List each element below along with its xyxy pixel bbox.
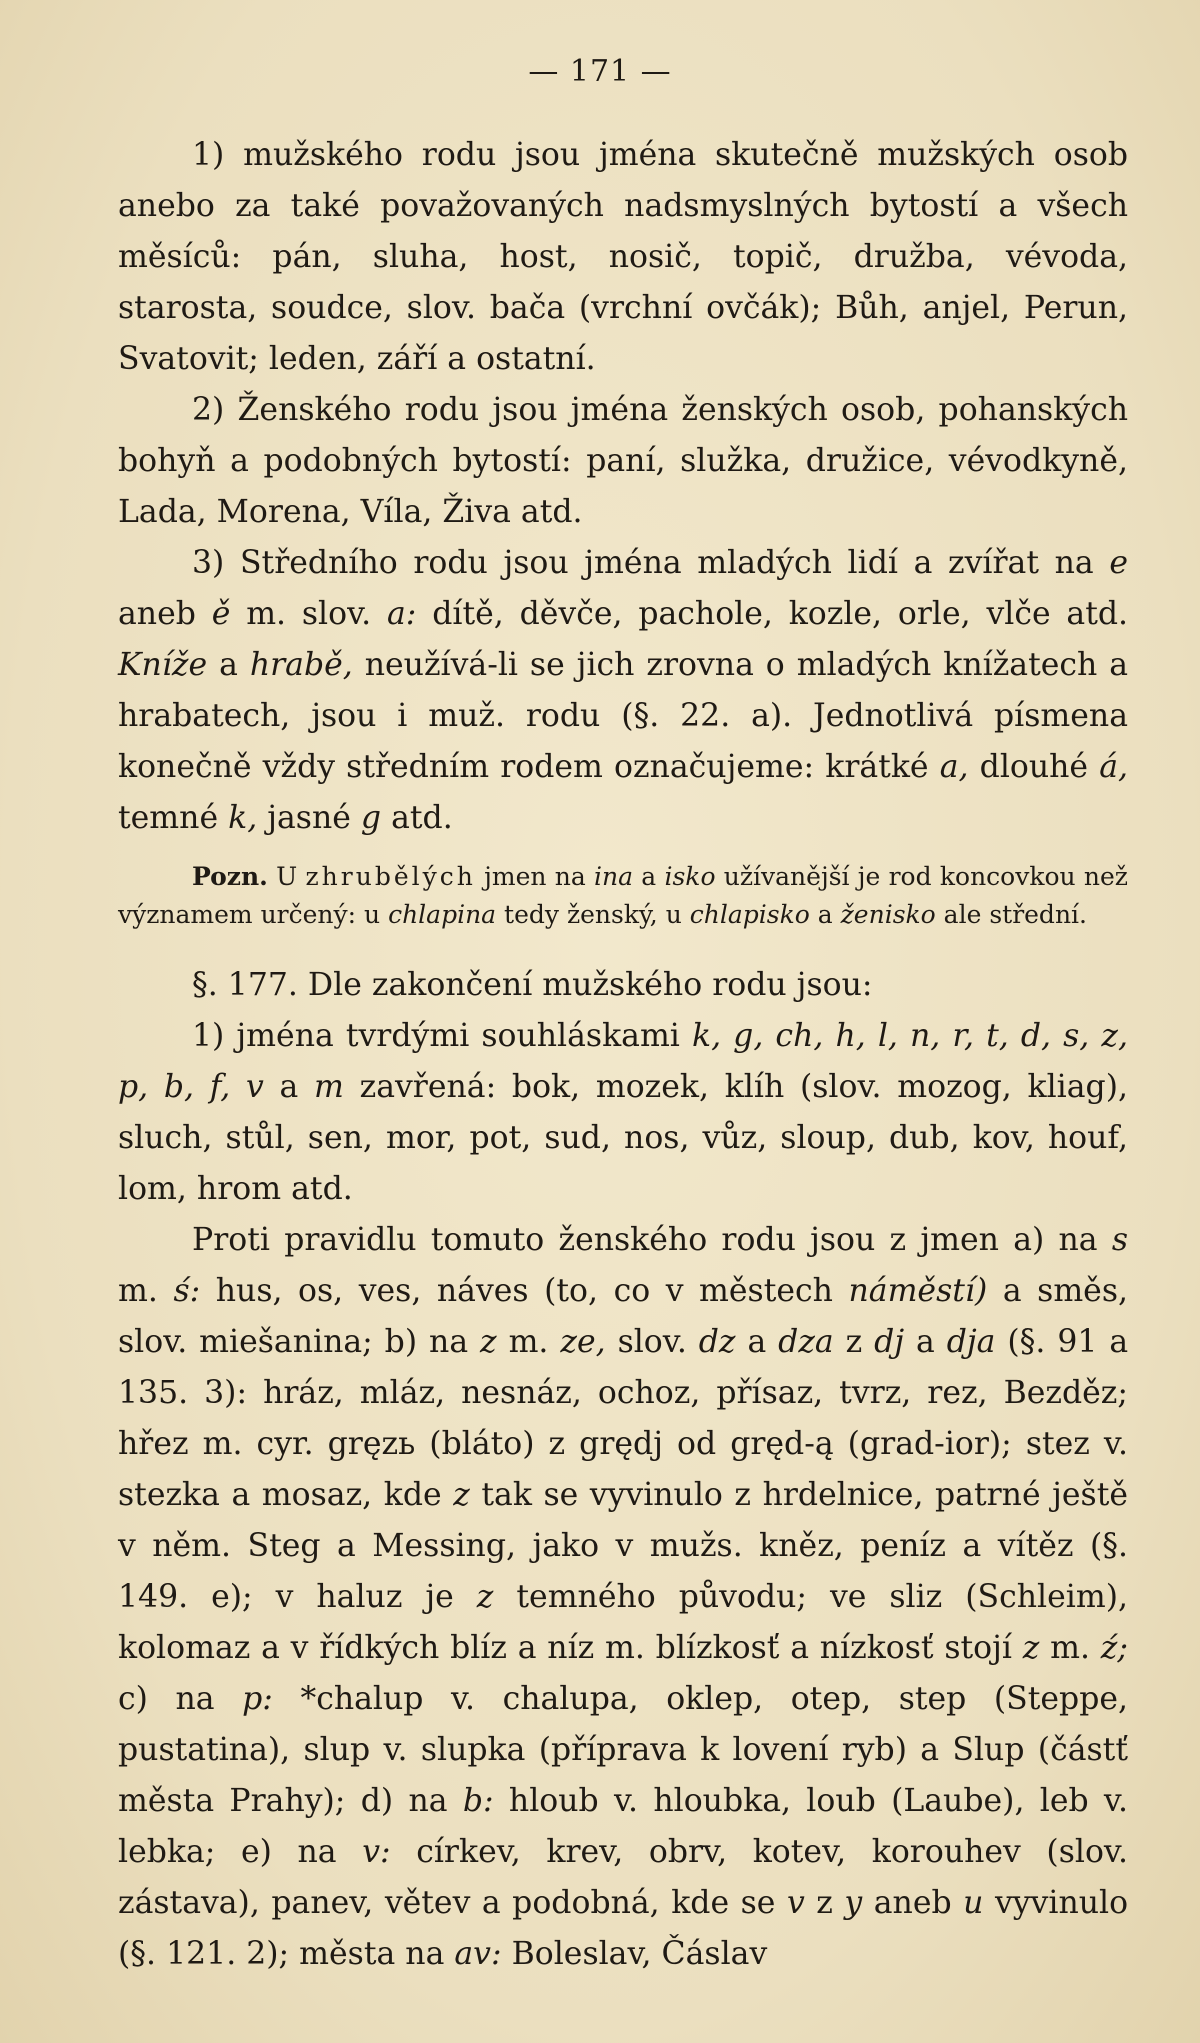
italic-run: v: bbox=[362, 1834, 391, 1870]
text-run: m. bbox=[1050, 1630, 1091, 1666]
text-run: temné bbox=[118, 800, 219, 836]
text-run: *chalup v. chalupa, oklep, otep, step (Steppe, pustatina), slup v. slupka (příprava k lovení ryb) a Slup (částť města Prahy); d) na bbox=[118, 1681, 1129, 1819]
italic-run: z bbox=[1022, 1630, 1040, 1666]
text-run: z bbox=[845, 1324, 863, 1360]
note-paragraph bbox=[118, 858, 1128, 934]
text-run: m. slov. bbox=[246, 596, 372, 632]
italic-run: a: bbox=[387, 596, 417, 632]
text-run: m. bbox=[118, 1273, 158, 1309]
text-run: a bbox=[279, 1069, 299, 1105]
italic-run: g bbox=[360, 800, 382, 836]
text-run: c) na bbox=[118, 1681, 215, 1717]
italic-run: k, g, ch, h, l, n, r, t, d, s, z, p, b, f, v bbox=[118, 1018, 1128, 1105]
text-run: zavřená: bok, mozek, klíh (slov. mozog, kliag), sluch, stůl, sen, mor, pot, sud, nos, vůz, sloup, dub, kov, houf, lom, hrom atd. bbox=[118, 1069, 1128, 1207]
text-run: Proti pravidlu tomuto ženského rodu jsou z jmen a) na bbox=[192, 1222, 1098, 1258]
italic-run: á, bbox=[1099, 749, 1129, 785]
italic-run: e bbox=[1109, 545, 1128, 581]
italic-run: y bbox=[844, 1885, 863, 1921]
italic-run: v bbox=[786, 1885, 805, 1921]
italic-run: ě bbox=[211, 596, 231, 632]
text-run: dlouhé bbox=[979, 749, 1089, 785]
text-run: a bbox=[641, 862, 657, 891]
italic-run: ś: bbox=[173, 1273, 201, 1309]
paragraph-neuter bbox=[118, 538, 1128, 844]
text-run: 3) Středního rodu jsou jména mladých lidí a zvířat na bbox=[192, 545, 1094, 581]
text-run: církev, krev, obrv, kotev, korouhev (slov. zástava), panev, větev a podobná, kde se bbox=[118, 1834, 1128, 1921]
italic-run: ina bbox=[594, 862, 634, 891]
italic-run: ź; bbox=[1100, 1630, 1128, 1666]
text-run: atd. bbox=[391, 800, 453, 836]
spaced-run: zhrubělých bbox=[305, 862, 476, 891]
text-run: užívanější je rod koncovkou než významem určený: u bbox=[118, 862, 1128, 929]
italic-run: b: bbox=[462, 1783, 494, 1819]
text-run: 1) jména tvrdými souhláskami bbox=[192, 1018, 680, 1054]
paragraph-masculine: 1) mužského rodu jsou jména skutečně mužských osob anebo za také považovaných nadsmyslných bytostí a všech měsíců: pán, sluha, host, nosič, topič, družba, vévoda, starosta, soudce, slov. bača (vrchní ovčák); Bůh, anjel, Perun, Svatovit; leden, září a ostatní. bbox=[118, 137, 1128, 377]
text-run: aneb bbox=[873, 1885, 952, 1921]
paragraph-consonants bbox=[118, 1011, 1128, 1215]
text-run: a bbox=[916, 1324, 935, 1360]
text-run: hloub v. hloubka, loub (Laube), leb v. lebka; e) na bbox=[118, 1783, 1128, 1870]
text-run: Boleslav, Čáslav bbox=[511, 1936, 768, 1972]
italic-run: a, bbox=[939, 749, 969, 785]
text-run: jasné bbox=[267, 800, 351, 836]
italic-run: k, bbox=[228, 800, 258, 836]
italic-run: av: bbox=[454, 1936, 502, 1972]
text-run: a bbox=[219, 647, 238, 683]
paragraph-feminine: 2) Ženského rodu jsou jména ženských osob, pohanských bohyň a podobných bytostí: paní, služka, družice, vévodkyně, Lada, Morena, Víla, Živa atd. bbox=[118, 392, 1128, 530]
body-text bbox=[118, 130, 1128, 1980]
text-run: slov. bbox=[617, 1324, 687, 1360]
text-run: m. bbox=[508, 1324, 549, 1360]
italic-run: ze, bbox=[560, 1324, 606, 1360]
italic-run: z bbox=[476, 1579, 494, 1615]
italic-run: u bbox=[963, 1885, 984, 1921]
italic-run: s bbox=[1111, 1222, 1128, 1258]
italic-run: dja bbox=[946, 1324, 996, 1360]
note-label: Pozn. bbox=[192, 862, 268, 891]
italic-run: p: bbox=[242, 1681, 273, 1717]
text-run: a bbox=[747, 1324, 767, 1360]
text-run: dítě, děvče, pachole, kozle, orle, vlče atd. bbox=[432, 596, 1129, 632]
italic-run: dj bbox=[874, 1324, 905, 1360]
section-heading: §. 177. Dle zakončení mužského rodu jsou: bbox=[192, 967, 873, 1003]
text-run: a směs, slov. miešanina; b) na bbox=[118, 1273, 1129, 1360]
text-run: tedy ženský, u bbox=[504, 900, 682, 929]
italic-run: chlapina bbox=[388, 900, 497, 929]
italic-run: m bbox=[314, 1069, 344, 1105]
text-run: a bbox=[817, 900, 833, 929]
text-run: vyvinulo (§. 121. 2); města na bbox=[118, 1885, 1129, 1972]
text-run: temného původu; ve sliz (Schleim), kolomaz a v řídkých blíz a níz m. blízkosť a nízkosť stojí bbox=[118, 1579, 1129, 1666]
text-run: tak se vyvinulo z hrdelnice, patrné ještě v něm. Steg a Messing, jako v mužs. kněz, peníz a vítěz (§. 149. e); v haluz je bbox=[118, 1477, 1129, 1615]
italic-run: z bbox=[480, 1324, 497, 1360]
text-run: neužívá-li se jich zrovna o mladých knížatech a hrabatech, jsou i muž. rodu (§. 22. a). Jednotlivá písmena konečně vždy středním rodem označujeme: krátké bbox=[118, 647, 1129, 785]
italic-run: hrabě, bbox=[249, 647, 353, 683]
italic-run: ženisko bbox=[840, 900, 936, 929]
text-run: z bbox=[816, 1885, 833, 1921]
italic-run: dz bbox=[698, 1324, 736, 1360]
text-run: ale střední. bbox=[943, 900, 1087, 929]
text-run: U bbox=[276, 862, 298, 891]
paragraph-exceptions bbox=[118, 1215, 1128, 1980]
italic-run: isko bbox=[664, 862, 716, 891]
italic-run: Kníže bbox=[118, 647, 208, 683]
italic-run: náměstí) bbox=[848, 1273, 988, 1309]
page-number: — 171 — bbox=[528, 54, 672, 89]
italic-run: chlapisko bbox=[689, 900, 810, 929]
italic-run: dza bbox=[778, 1324, 834, 1360]
italic-run: z bbox=[453, 1477, 470, 1513]
text-run: jmen na bbox=[484, 862, 586, 891]
text-run: (§. 91 a 135. 3): hráz, mláz, nesnáz, ochoz, přísaz, tvrz, rez, Bezděz; hřez m. cyr. gręzь (bláto) z grędj od gręd-ą (grad-ior); stez v. stezka a mosaz, kde bbox=[118, 1324, 1129, 1513]
text-run: aneb bbox=[118, 596, 196, 632]
text-run: hus, os, ves, náves (to, co v městech bbox=[215, 1273, 833, 1309]
